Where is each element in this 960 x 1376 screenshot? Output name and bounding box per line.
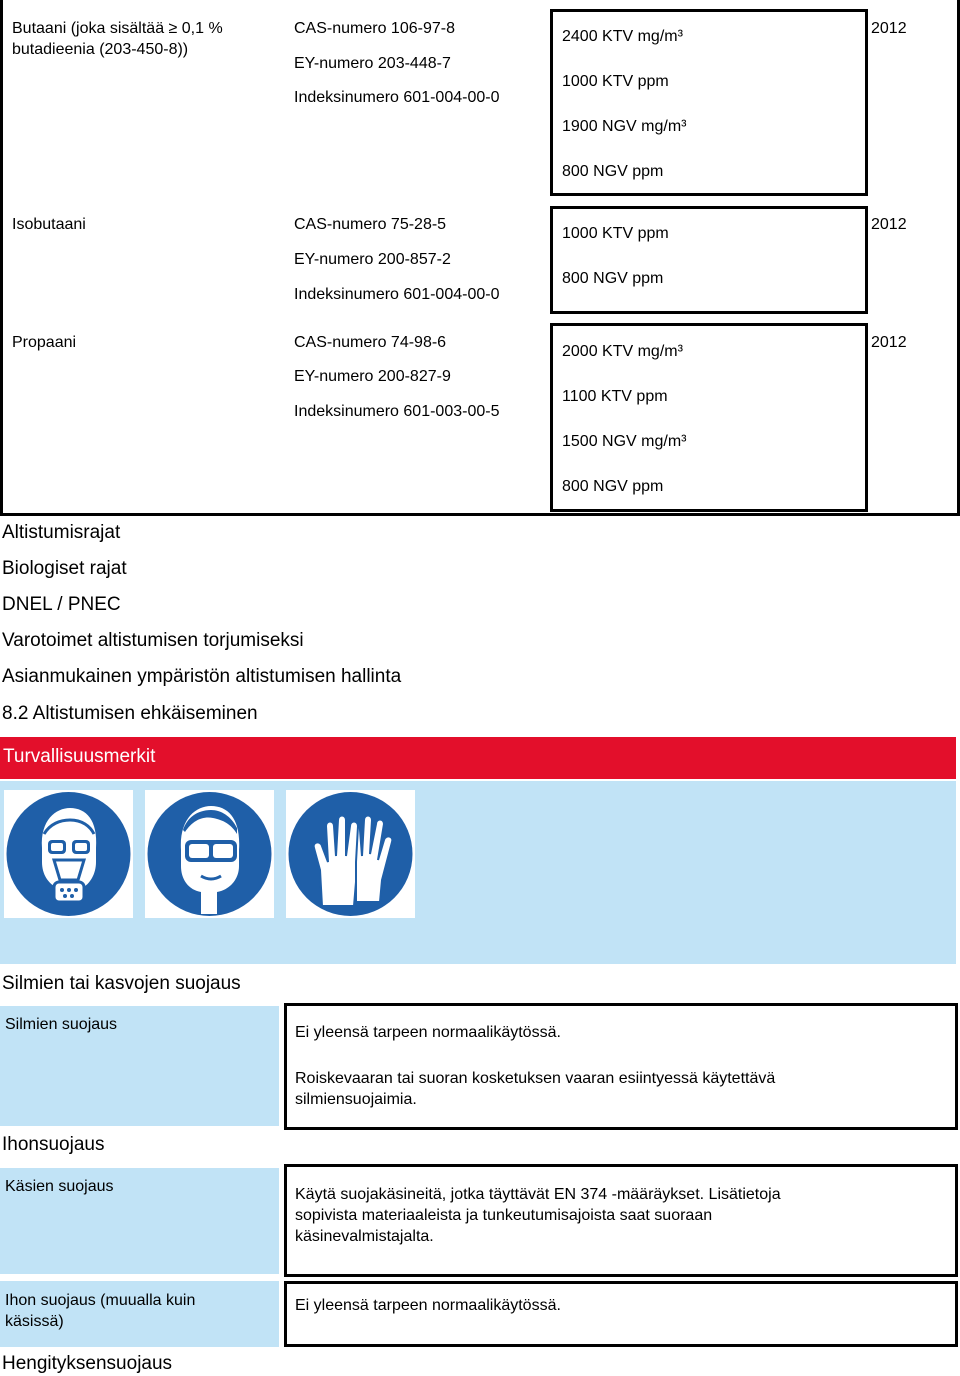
safety-signs-banner [0, 737, 956, 779]
index-number: Indeksinumero 601-004-00-0 [294, 286, 500, 303]
eye-protection-text-box [284, 1003, 958, 1130]
substance-name-cont: butadieenia (203-450-8)) [12, 41, 189, 58]
limit-value: 800 NGV ppm [562, 270, 664, 287]
year: 2012 [871, 334, 907, 351]
limit-value: 1900 NGV mg/m³ [562, 118, 687, 135]
year: 2012 [871, 20, 907, 37]
heading-dnel-pnec: DNEL / PNEC [2, 594, 121, 615]
substance-name: Isobutaani [12, 216, 86, 233]
limit-value: 2000 KTV mg/m³ [562, 343, 683, 360]
hand-protection-label: Käsien suojaus [5, 1178, 114, 1195]
hand-protection-text-box [284, 1164, 958, 1277]
limit-value: 1100 KTV ppm [562, 388, 668, 405]
limit-value: 800 NGV ppm [562, 478, 664, 495]
index-number: Indeksinumero 601-003-00-5 [294, 403, 500, 420]
index-number: Indeksinumero 601-004-00-0 [294, 89, 500, 106]
sign-respirator [4, 790, 133, 918]
limit-value: 800 NGV ppm [562, 163, 664, 180]
eye-protection-label-cell [0, 1006, 279, 1126]
heading-exposure-prevention: 8.2 Altistumisen ehkäiseminen [2, 703, 258, 724]
limit-values-box [550, 323, 868, 512]
eye-protection-text: silmiensuojaimia. [295, 1091, 417, 1108]
hand-protection-text: Käytä suojakäsineitä, jotka täyttävät EN 374 -määräykset. Lisätietoja [295, 1186, 781, 1203]
hand-protection-text: käsinevalmistajalta. [295, 1228, 434, 1245]
body-protection-label-line: Ihon suojaus (muualla kuin [5, 1292, 196, 1309]
limit-value: 1000 KTV ppm [562, 225, 669, 242]
substance-name: Butaani (joka sisältää ≥ 0,1 % [12, 20, 223, 37]
sign-gloves [286, 790, 415, 918]
body-protection-text-box [284, 1281, 958, 1347]
gloves-icon [286, 790, 415, 918]
limit-value: 1000 KTV ppm [562, 73, 669, 90]
limit-values-box [550, 9, 868, 196]
heading-exposure-limits: Altistumisrajat [2, 522, 121, 543]
heading-biological-limits: Biologiset rajat [2, 558, 127, 579]
hand-protection-label-cell [0, 1168, 279, 1274]
hand-protection-text: sopivista materiaaleista ja tunkeutumisajoista saat suoraan [295, 1207, 713, 1224]
body-protection-label-cell [0, 1281, 279, 1347]
respirator-icon [4, 790, 133, 918]
substance-name: Propaani [12, 334, 77, 351]
ey-number: EY-numero 200-857-2 [294, 251, 451, 268]
eye-protection-text: Roiskevaaran tai suoran kosketuksen vaaran esiintyessä käytettävä [295, 1070, 776, 1087]
limit-values-box [550, 206, 868, 314]
limit-value: 2400 KTV mg/m³ [562, 28, 683, 45]
eye-protection-text: Ei yleensä tarpeen normaalikäytössä. [295, 1024, 561, 1041]
ey-number: EY-numero 200-827-9 [294, 368, 451, 385]
ey-number: EY-numero 203-448-7 [294, 55, 451, 72]
safety-signs-panel [0, 781, 956, 964]
heading-skin: Ihonsuojaus [2, 1134, 105, 1155]
safety-signs-title: Turvallisuusmerkit [3, 746, 156, 767]
heading-env-control: Asianmukainen ympäristön altistumisen hallinta [2, 666, 402, 687]
body-protection-label-line: käsissä) [5, 1313, 64, 1330]
year: 2012 [871, 216, 907, 233]
cas-number: CAS-numero 75-28-5 [294, 216, 447, 233]
cas-number: CAS-numero 74-98-6 [294, 334, 447, 351]
body-protection-text: Ei yleensä tarpeen normaalikäytössä. [295, 1297, 561, 1314]
eye-protection-label: Silmien suojaus [5, 1016, 118, 1033]
cas-number: CAS-numero 106-97-8 [294, 20, 455, 37]
body-protection-label [5, 1290, 195, 1332]
heading-eye-face: Silmien tai kasvojen suojaus [2, 973, 241, 994]
goggles-icon [145, 790, 274, 918]
limit-value: 1500 NGV mg/m³ [562, 433, 687, 450]
heading-respiratory: Hengityksensuojaus [2, 1353, 173, 1374]
heading-precautions: Varotoimet altistumisen torjumiseksi [2, 630, 304, 651]
sign-goggles [145, 790, 274, 918]
